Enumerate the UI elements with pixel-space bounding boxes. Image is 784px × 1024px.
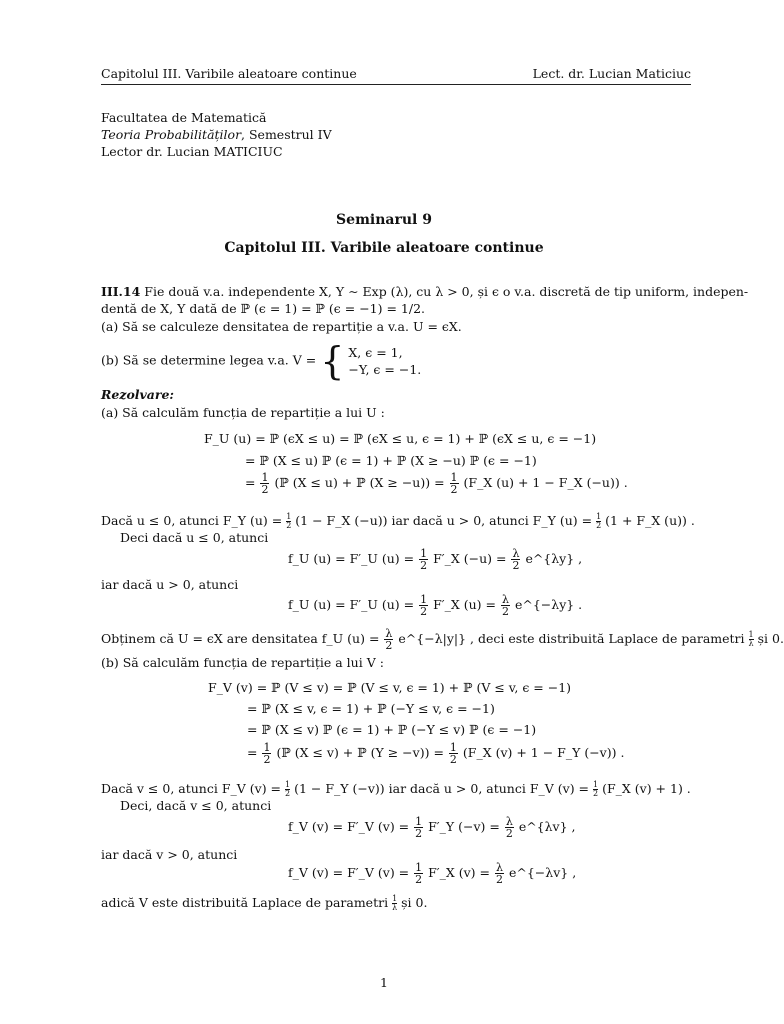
solution-b-cases [101, 780, 693, 798]
eq-a-line2: = ℙ (X ≤ u) ℙ (ϵ = 1) + ℙ (X ≥ −u) ℙ (ϵ = −1) [245, 453, 537, 468]
eq-b-density1 [288, 816, 576, 839]
solution-a-deci: Deci dacă u ≤ 0, atunci [120, 530, 269, 545]
fU-exp: e^{−λy} . [514, 597, 583, 612]
a-concl-end: și 0. [757, 631, 784, 646]
fV-def: f_V (v) = F′_V (v) = [288, 819, 410, 834]
small-fraction-half [596, 513, 601, 530]
eq-a-density1 [288, 548, 582, 571]
eq-a-line3 [245, 472, 628, 495]
frac-den: 2 [285, 789, 291, 798]
solution-a-iar: iar dacă u > 0, atunci [101, 577, 239, 592]
solution-heading: Rezolvare: [101, 387, 175, 402]
eq-b-line3: = ℙ (X ≤ v) ℙ (ϵ = 1) + ℙ (−Y ≤ v) ℙ (ϵ = −1) [247, 722, 537, 737]
small-fraction-one-over-lambda [392, 895, 397, 912]
small-fraction-half [285, 781, 290, 798]
frac-num: 1 [415, 861, 423, 874]
solution-b-iar: iar dacă v > 0, atunci [101, 847, 238, 862]
fV-exp: e^{−λv} , [508, 865, 577, 880]
fU-def: f_U (u) = F′_U (u) = [288, 597, 415, 612]
fraction-half [450, 472, 459, 495]
frac-den: 2 [450, 483, 458, 496]
frac-num: λ [501, 593, 509, 606]
fU-exp: e^{λy} , [525, 551, 583, 566]
running-header-right: Lect. dr. Lucian Maticiuc [532, 66, 691, 81]
frac-den: λ [748, 639, 754, 648]
eq-b-density2 [288, 862, 576, 885]
frac-num: 1 [593, 780, 599, 789]
frac-num: λ [496, 861, 503, 874]
frac-den: 2 [420, 559, 428, 572]
a-case-start: Dacă u ≤ 0, atunci F_Y (u) = [101, 513, 283, 528]
eq-b-line2: = ℙ (X ≤ v, ϵ = 1) + ℙ (−Y ≤ v, ϵ = −1) [247, 701, 495, 716]
eq-b4-end: (F_X (v) + 1 − F_Y (−v)) . [462, 745, 625, 760]
frac-num: 1 [286, 512, 292, 521]
b-case-start: Dacă v ≤ 0, atunci F_V (v) = [101, 781, 282, 796]
problem-statement-line2: dentă de X, Y dată de ℙ (ϵ = 1) = ℙ (ϵ = −1) = 1/2. [101, 301, 426, 316]
frac-num: 1 [420, 547, 428, 560]
fV-def: f_V (v) = F′_V (v) = [288, 865, 410, 880]
case-1: X, ϵ = 1, [348, 345, 403, 360]
fraction-lambda-half [511, 548, 520, 571]
solution-a-intro: (a) Să calculăm funcția de repartiție a lui U : [101, 405, 385, 420]
eq-b-line1: F_V (v) = ℙ (V ≤ v) = ℙ (V ≤ v, ϵ = 1) + ℙ (V ≤ v, ϵ = −1) [208, 680, 572, 695]
frac-num: 1 [596, 512, 602, 521]
fraction-half [419, 548, 428, 571]
faculty-line: Facultatea de Matematică [101, 110, 267, 125]
problem-statement-a: Fie două v.a. independente X, Y ∼ Exp (λ), cu λ > 0, și ϵ o v.a. discretă de tip uniform, indepen- [144, 284, 749, 299]
eq-b4-equals: = [247, 745, 258, 760]
frac-num: 1 [420, 593, 428, 606]
lecturer-line: Lector dr. Lucian MATICIUC [101, 144, 283, 159]
case-2: −Y, ϵ = −1. [348, 362, 422, 377]
eq-a-density2 [288, 594, 582, 617]
b-concl-end: și 0. [401, 895, 428, 910]
seminar-title: Seminarul 9 [336, 212, 432, 228]
running-header-left: Capitolul III. Varibile aleatoare continue [101, 66, 357, 81]
cases-block [348, 344, 421, 378]
cases-brace: { [320, 339, 345, 383]
frac-den: 2 [501, 605, 509, 618]
a-case-mid: (1 − F_X (−u)) iar dacă u > 0, atunci F_Y (u) = [295, 513, 593, 528]
b-concl-start: adică V este distribuită Laplace de parametri [101, 895, 389, 910]
eq-a3-equals: = [245, 475, 256, 490]
problem-part-a: (a) Să se calculeze densitatea de repartiție a v.a. U = ϵX. [101, 319, 462, 334]
fraction-half [414, 862, 423, 885]
frac-den: 2 [596, 521, 602, 530]
fraction-lambda-half [505, 816, 514, 839]
fV-exp: e^{λv} , [518, 819, 576, 834]
frac-den: 2 [286, 521, 292, 530]
b-case-end: (F_X (v) + 1) . [602, 781, 691, 796]
solution-b-deci: Deci, dacă v ≤ 0, atunci [120, 798, 272, 813]
fV-mid: F′_Y (−v) = [428, 819, 500, 834]
a-concl-mid: e^{−λ|y|} , deci este distribuită Laplace de parametri [398, 631, 745, 646]
b-case-mid: (1 − F_Y (−v)) iar dacă u > 0, atunci F_V (v) = [294, 781, 590, 796]
small-fraction-half [286, 513, 291, 530]
fU-mid: F′_X (u) = [433, 597, 496, 612]
course-line [101, 127, 332, 143]
eq-a3-end: (F_X (u) + 1 − F_X (−u)) . [463, 475, 628, 490]
header-rule [101, 84, 691, 85]
fraction-half [262, 742, 271, 765]
solution-b-conclusion [101, 894, 693, 912]
fraction-half [414, 816, 423, 839]
fraction-half [260, 472, 269, 495]
problem-part-b [101, 339, 693, 383]
fU-def: f_U (u) = F′_U (u) = [288, 551, 415, 566]
frac-den: λ [392, 903, 398, 912]
frac-num: 1 [285, 780, 291, 789]
frac-den: 2 [505, 827, 513, 840]
solution-a-cases [101, 512, 693, 530]
frac-num: λ [385, 627, 393, 640]
problem-number: III.14 [101, 284, 141, 299]
small-fraction-half [593, 781, 598, 798]
chapter-title: Capitolul III. Varibile aleatoare continue [224, 240, 544, 256]
fraction-lambda-half [495, 862, 504, 885]
frac-den: 2 [261, 483, 269, 496]
eq-b4-mid: (ℙ (X ≤ v) + ℙ (Y ≥ −v)) = [276, 745, 444, 760]
frac-num: 1 [748, 630, 754, 639]
a-concl-start: Obținem că U = ϵX are densitatea f_U (u) = [101, 631, 380, 646]
fV-mid: F′_X (v) = [428, 865, 491, 880]
frac-num: λ [512, 547, 520, 560]
eq-a-line1: F_U (u) = ℙ (ϵX ≤ u) = ℙ (ϵX ≤ u, ϵ = 1) + ℙ (ϵX ≤ u, ϵ = −1) [204, 431, 597, 446]
frac-den: 2 [415, 827, 423, 840]
solution-a-conclusion [101, 627, 784, 652]
course-name: Teoria Probabilităților [101, 127, 242, 142]
fraction-half [419, 594, 428, 617]
frac-den: 2 [415, 873, 423, 886]
frac-num: 1 [449, 741, 457, 754]
frac-den: 2 [496, 873, 503, 886]
eq-b-line4 [247, 742, 624, 765]
frac-den: 2 [420, 605, 428, 618]
frac-num: 1 [392, 894, 398, 903]
frac-num: 1 [415, 815, 423, 828]
frac-den: 2 [449, 753, 457, 766]
frac-num: 1 [261, 471, 269, 484]
page-number: 1 [380, 975, 388, 990]
fraction-half [449, 742, 458, 765]
frac-den: 2 [385, 639, 393, 652]
frac-num: 1 [263, 741, 271, 754]
fraction-lambda-half [384, 628, 393, 651]
frac-den: 2 [263, 753, 271, 766]
course-semester: , Semestrul IV [241, 127, 332, 142]
a-case-end: (1 + F_X (u)) . [605, 513, 695, 528]
frac-num: 1 [450, 471, 458, 484]
frac-den: 2 [512, 559, 520, 572]
frac-den: 2 [593, 789, 599, 798]
small-fraction-one-over-lambda [749, 631, 754, 648]
solution-b-intro: (b) Să calculăm funcția de repartiție a lui V : [101, 655, 384, 670]
frac-num: λ [505, 815, 513, 828]
part-b-prefix: (b) Să se determine legea v.a. V = [101, 352, 317, 368]
fraction-lambda-half [501, 594, 510, 617]
fU-mid: F′_X (−u) = [433, 551, 507, 566]
problem-statement-line1 [101, 283, 749, 300]
eq-a3-mid: (ℙ (X ≤ u) + ℙ (X ≥ −u)) = [274, 475, 445, 490]
